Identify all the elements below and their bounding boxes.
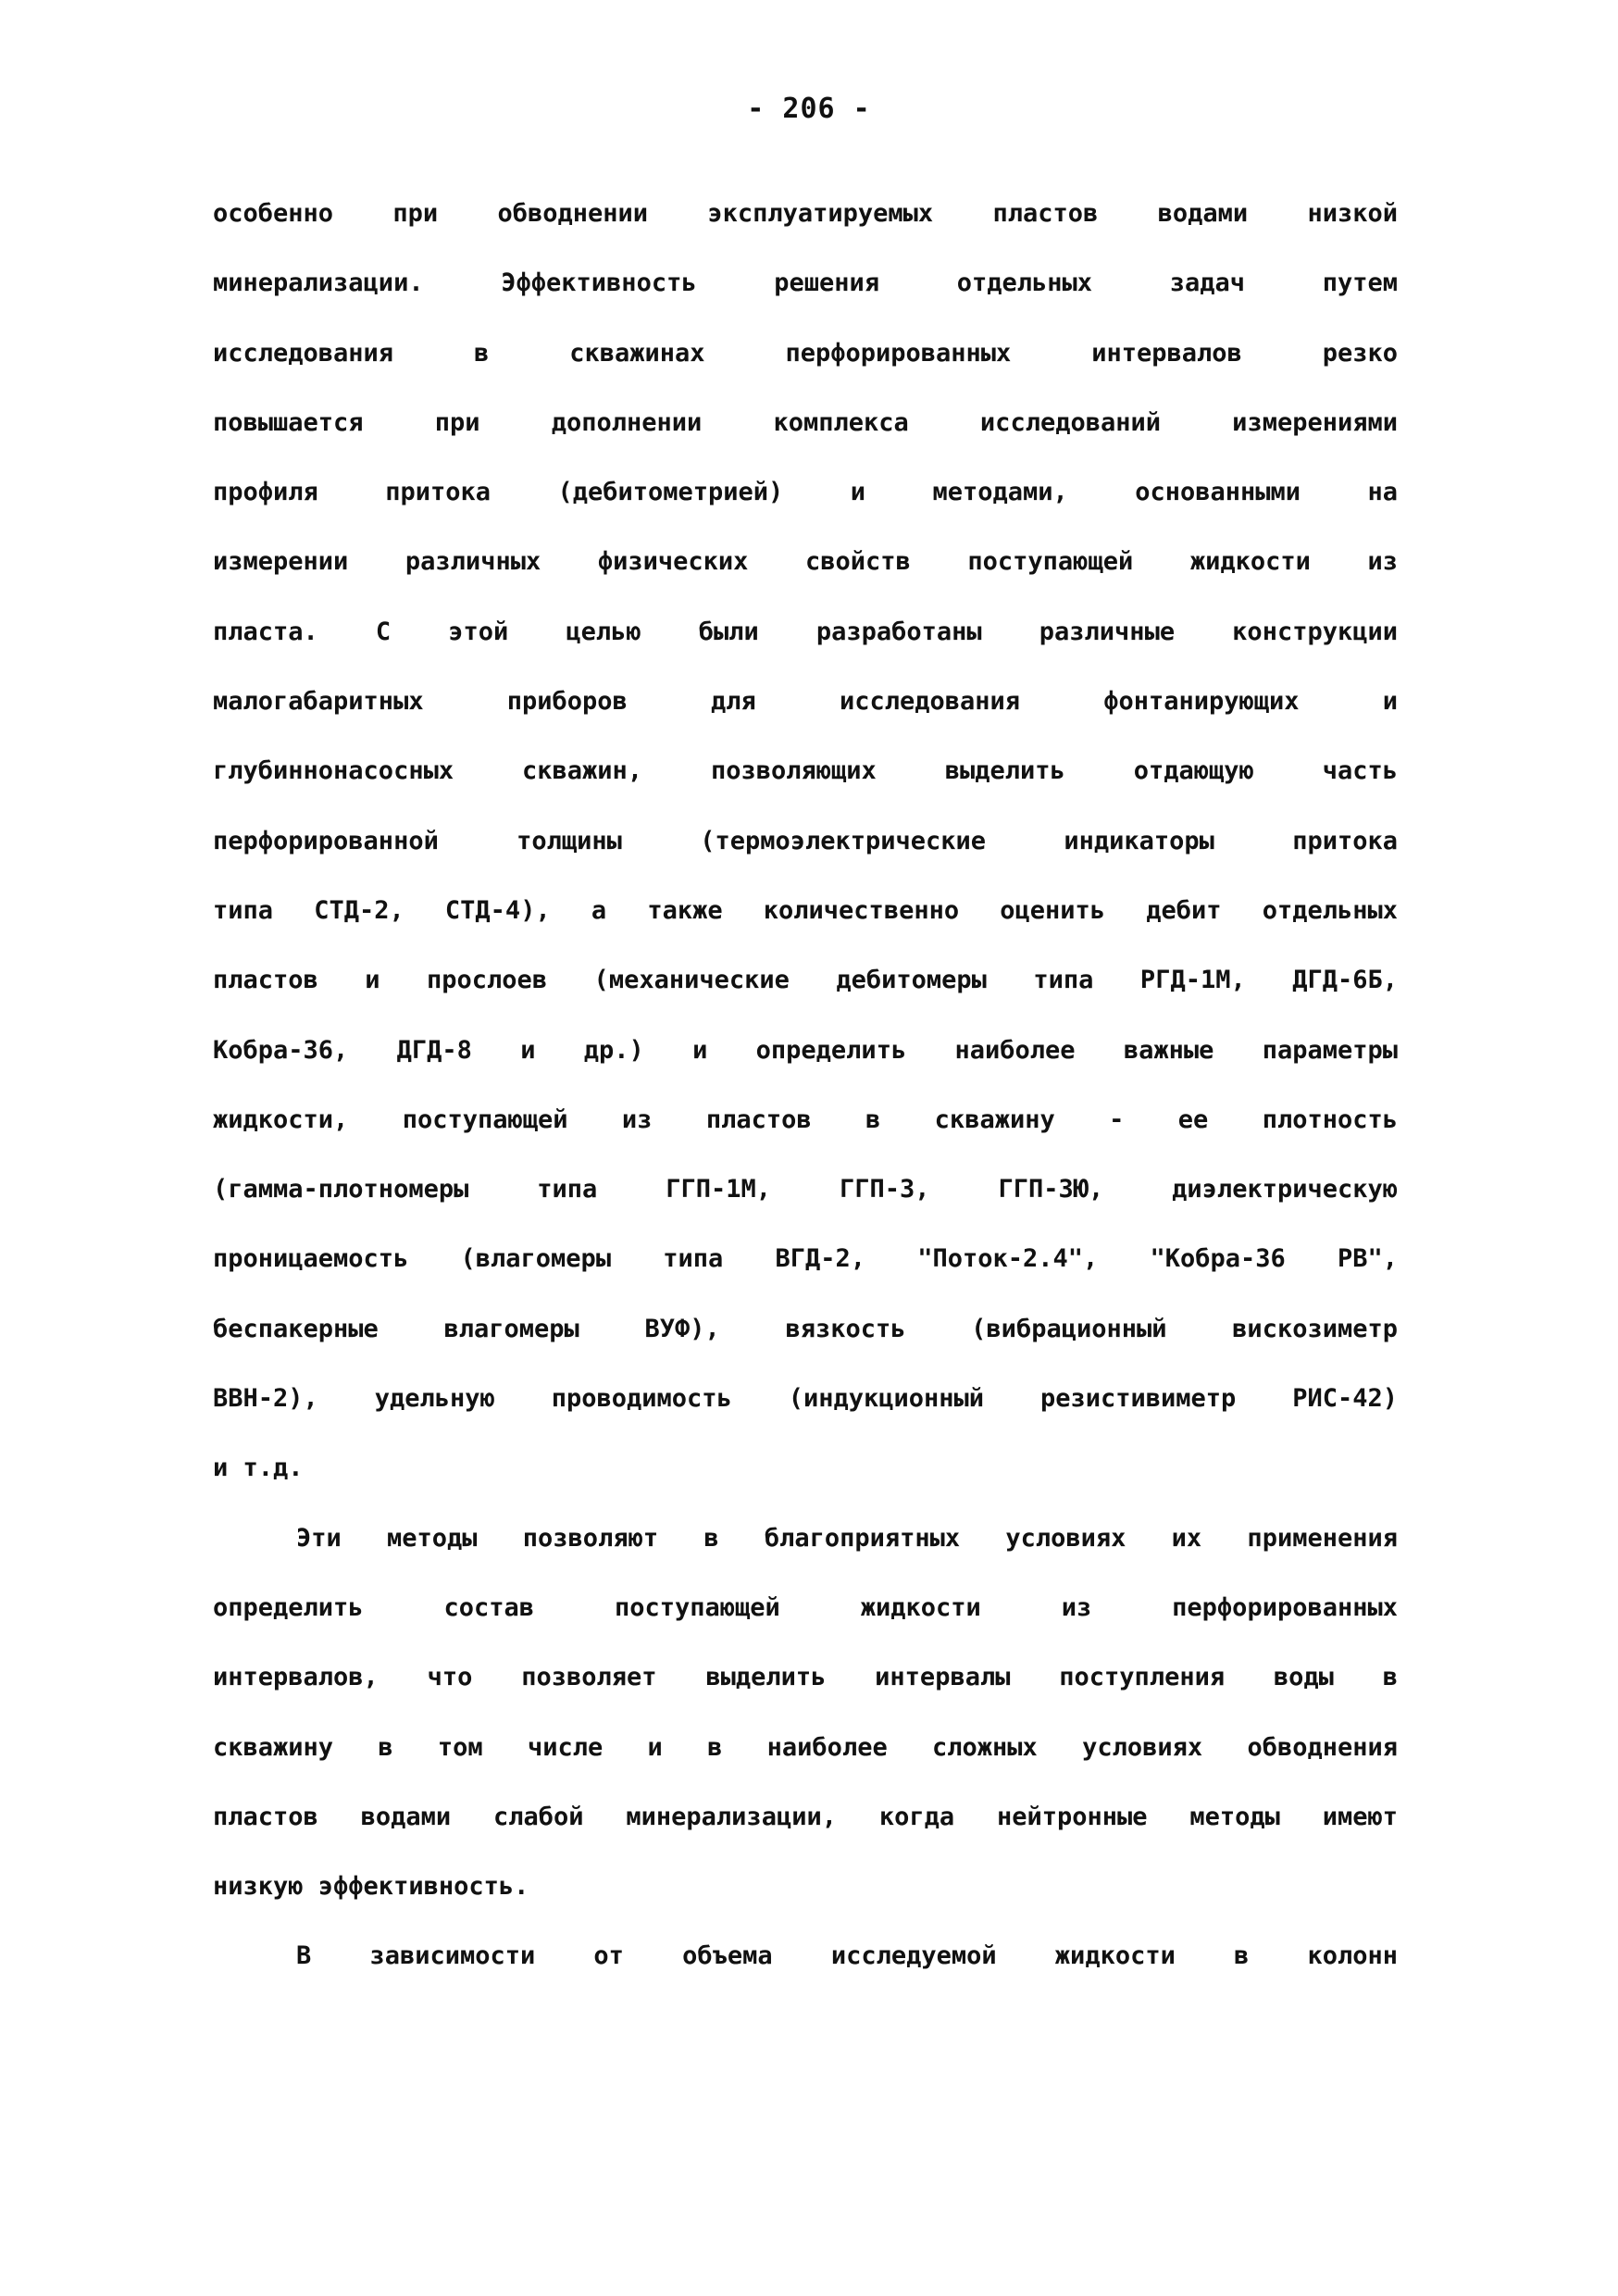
text-line: проницаемость (влагомеры типа ВГД-2, "Поток-2.4", "Кобра-36 РВ", bbox=[213, 1244, 1398, 1274]
text-line: ВВН-2), удельную проводимость (индукционный резистивиметр РИС-42) bbox=[213, 1384, 1398, 1414]
text-line: низкую эффективность. bbox=[213, 1872, 529, 1902]
text-line: особенно при обводнении эксплуатируемых пластов водами низкой bbox=[213, 199, 1398, 228]
text-line: определить состав поступающей жидкости из перфорированных bbox=[213, 1592, 1398, 1622]
page-number: - 206 - bbox=[747, 93, 871, 125]
text-line: Эти методы позволяют в благоприятных условиях их применения bbox=[296, 1523, 1398, 1553]
text-line: пласта. С этой целью были разработаны различные конструкции bbox=[213, 617, 1398, 646]
text-line: глубиннонасосных скважин, позволяющих выделить отдающую часть bbox=[213, 756, 1398, 786]
text-line: пластов водами слабой минерализации, когда нейтронные методы имеют bbox=[213, 1802, 1398, 1831]
text-line: интервалов, что позволяет выделить интервалы поступления воды в bbox=[213, 1663, 1398, 1692]
text-line: В зависимости от объема исследуемой жидкости в колонн bbox=[296, 1941, 1398, 1971]
text-line: пластов и прослоев (механические дебитомеры типа РГД-1М, ДГД-6Б, bbox=[213, 966, 1398, 995]
text-line: исследования в скважинах перфорированных интервалов резко bbox=[213, 338, 1398, 368]
text-line: беспакерные влагомеры ВУФ), вязкость (вибрационный вискозиметр bbox=[213, 1314, 1398, 1343]
text-line: Кобра-36, ДГД-8 и др.) и определить наиболее важные параметры bbox=[213, 1035, 1398, 1065]
text-line: профиля притока (дебитометрией) и методами, основанными на bbox=[213, 478, 1398, 507]
body-text bbox=[213, 191, 1398, 2003]
text-line: минерализации. Эффективность решения отдельных задач путем bbox=[213, 268, 1398, 298]
text-line: жидкости, поступающей из пластов в скважину - ее плотность bbox=[213, 1104, 1398, 1134]
text-line: перфорированной толщины (термоэлектрические индикаторы притока bbox=[213, 826, 1398, 855]
text-line: (гамма-плотномеры типа ГГП-1М, ГГП-3, ГГП-3Ю, диэлектрическую bbox=[213, 1175, 1398, 1204]
text-line: повышается при дополнении комплекса исследований измерениями bbox=[213, 407, 1398, 437]
text-line: и т.д. bbox=[213, 1454, 304, 1483]
text-line: малогабаритных приборов для исследования фонтанирующих и bbox=[213, 687, 1398, 717]
text-line: скважину в том числе и в наиболее сложных условиях обводнения bbox=[213, 1732, 1398, 1762]
text-line: измерении различных физических свойств поступающей жидкости из bbox=[213, 547, 1398, 577]
text-line: типа СТД-2, СТД-4), а также количественно оценить дебит отдельных bbox=[213, 895, 1398, 925]
